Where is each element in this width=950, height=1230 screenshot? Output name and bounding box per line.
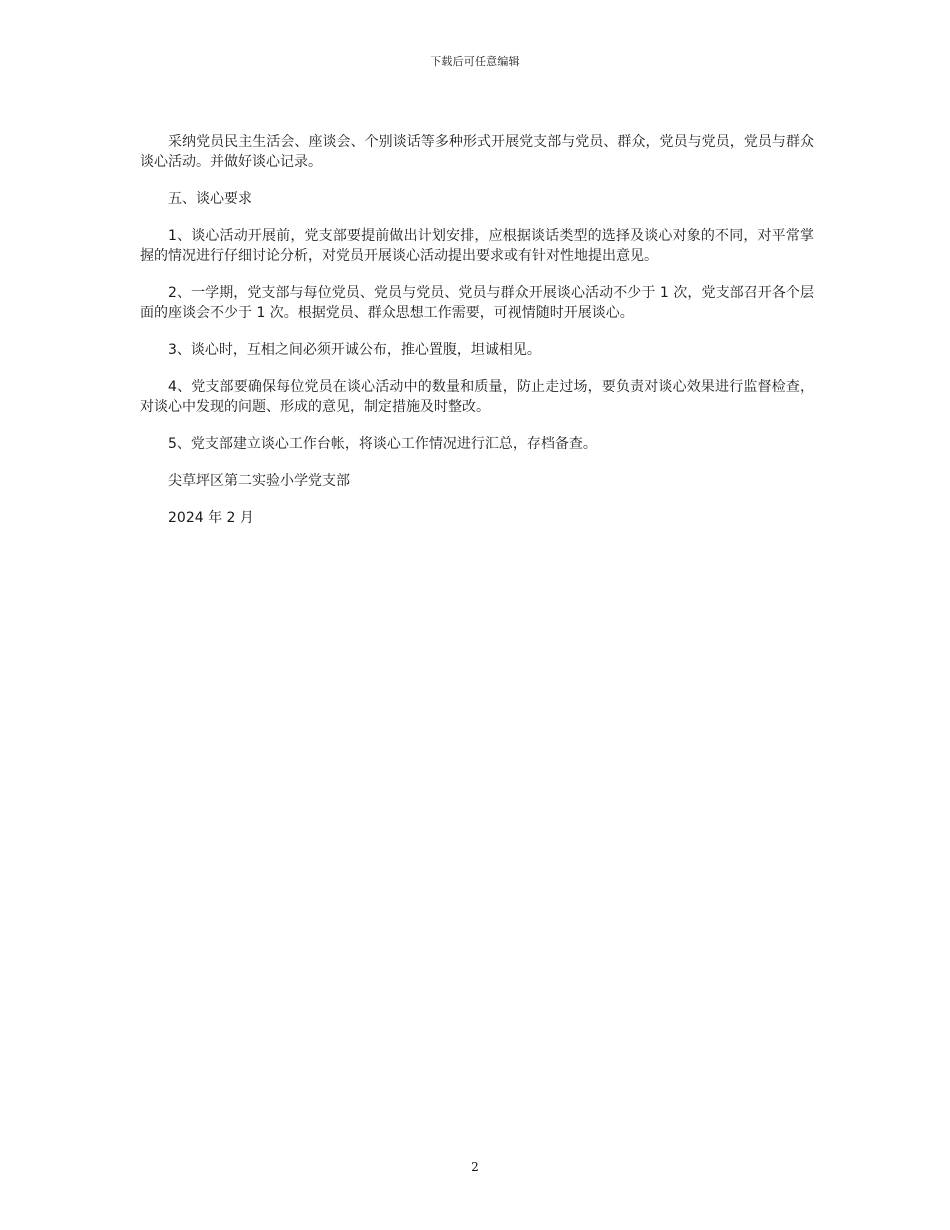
signature-organization: 尖草坪区第二实验小学党支部 bbox=[168, 473, 350, 489]
requirement-item-4: 4、党支部要确保每位党员在谈心活动中的数量和质量，防止走过场，要负责对谈心效果进行监督检查，对谈心中发现的问题、形成的意见，制定措施及时整改。 bbox=[140, 379, 814, 415]
requirement-item-2: 2、一学期，党支部与每位党员、党员与党员、党员与群众开展谈心活动不少于 1 次，党支部召开各个层面的座谈会不少于 1 次。根据党员、群众思想工作需要，可视情随时开展谈心。 bbox=[140, 285, 814, 321]
page-header: 下载后可任意编辑 bbox=[430, 55, 520, 68]
document-body bbox=[140, 132, 814, 545]
section-heading: 五、谈心要求 bbox=[168, 191, 252, 207]
requirement-item-3: 3、谈心时，互相之间必须开诚公布，推心置腹，坦诚相见。 bbox=[168, 342, 541, 358]
requirement-item-1: 1、谈心活动开展前，党支部要提前做出计划安排，应根据谈话类型的选择及谈心对象的不同，对平常掌握的情况进行仔细讨论分析，对党员开展谈心活动提出要求或有针对性地提出意见。 bbox=[140, 228, 814, 264]
page-number: 2 bbox=[471, 1160, 479, 1174]
paragraph-intro: 采纳党员民主生活会、座谈会、个别谈话等多种形式开展党支部与党员、群众，党员与党员，党员与群众谈心活动。并做好谈心记录。 bbox=[140, 134, 814, 170]
signature-date: 2024 年 2 月 bbox=[168, 510, 254, 526]
requirement-item-5: 5、党支部建立谈心工作台帐，将谈心工作情况进行汇总，存档备查。 bbox=[168, 436, 597, 452]
